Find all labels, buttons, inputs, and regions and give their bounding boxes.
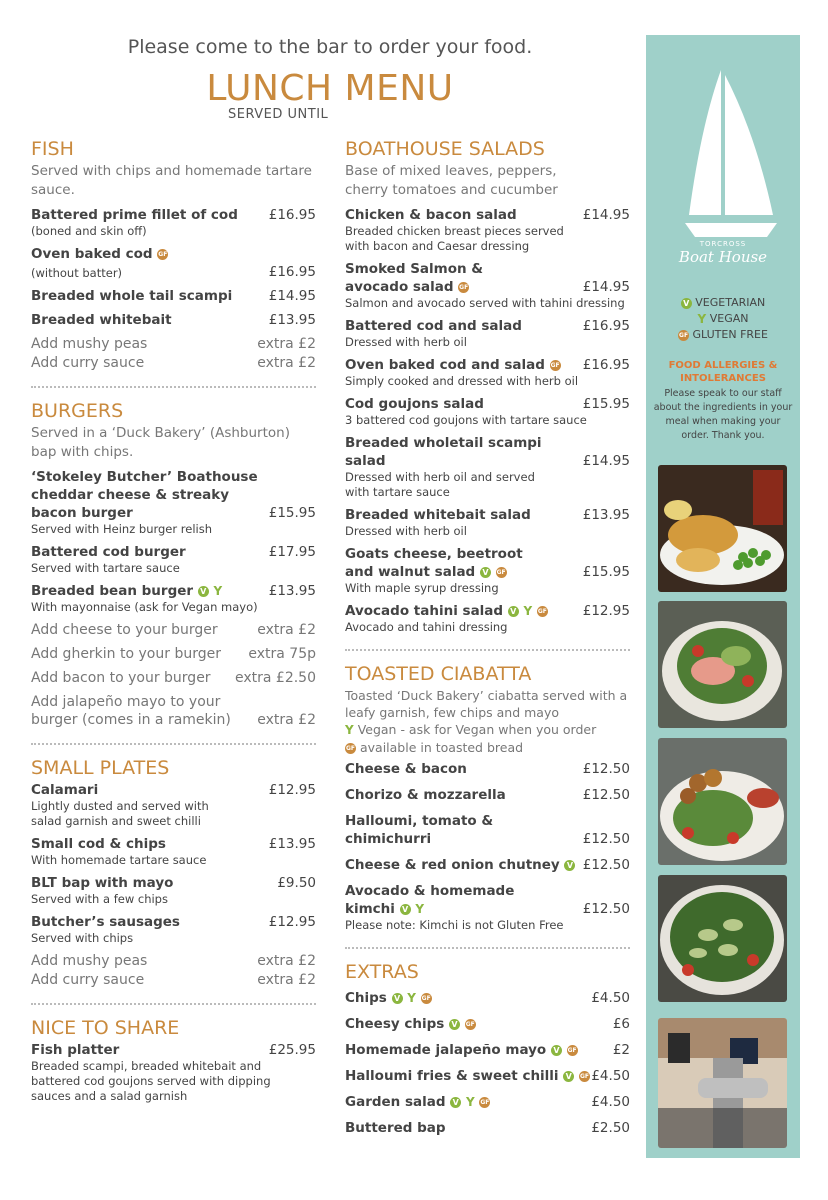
menu-item — [345, 434, 630, 500]
item-desc: (boned and skin off) — [31, 224, 147, 238]
legend-label: GLUTEN FREE — [692, 328, 768, 341]
item-name: Battered cod burger — [31, 544, 186, 560]
section-title-nice-to-share: NICE TO SHARE — [31, 1017, 180, 1039]
divider — [31, 1003, 316, 1005]
vegetarian-icon: V — [508, 606, 519, 617]
item-name: Avocado tahini salad — [345, 603, 504, 619]
vegetarian-icon: V — [400, 904, 411, 915]
item-name: Chorizo & mozzarella — [345, 787, 506, 803]
logo-script-text: Boat House — [678, 248, 768, 266]
item-desc: With mayonnaise (ask for Vegan mayo) — [31, 600, 258, 614]
gluten-free-icon: GF — [550, 361, 560, 369]
menu-item — [31, 582, 316, 615]
extra-price: extra £2 — [257, 712, 316, 728]
item-desc: Dressed with herb oil — [345, 335, 467, 349]
item-price: £12.50 — [582, 901, 630, 917]
menu-item — [31, 913, 316, 946]
gluten-free-icon: GF — [679, 331, 689, 339]
gluten-free-icon: GF — [567, 1046, 577, 1054]
menu-item — [345, 1041, 630, 1059]
vegan-icon: Y — [345, 723, 354, 737]
extra-price: extra £2 — [257, 355, 316, 371]
extra-item — [31, 971, 316, 989]
item-price: £13.95 — [268, 836, 316, 852]
item-desc: (without batter) — [31, 266, 123, 280]
extra-item — [31, 621, 316, 639]
order-note: Please come to the bar to order your food. — [127, 36, 533, 58]
item-desc: Simply cooked and dressed with herb oil — [345, 374, 579, 388]
item-price: £12.50 — [582, 857, 630, 873]
left-column — [31, 138, 316, 1110]
menu-item — [345, 1067, 630, 1085]
allergy-text: Please speak to our staff about the ingredients in your meal when making your order. Thank you. — [653, 388, 793, 441]
menu-item — [345, 506, 630, 539]
item-name: Cheesy chips — [345, 1016, 445, 1032]
item-price: £16.95 — [582, 357, 630, 373]
legend-gluten-free — [646, 328, 800, 341]
allergy-title: FOOD ALLERGIES & INTOLERANCES — [668, 360, 778, 384]
extra-item — [31, 669, 316, 687]
item-price: £12.95 — [582, 603, 630, 619]
fish-and-chips-photo — [658, 465, 787, 592]
menu-item — [31, 468, 316, 537]
extra-name: Add mushy peas — [31, 953, 148, 969]
menu-item — [345, 786, 630, 804]
vegetarian-icon: V — [449, 1019, 460, 1030]
item-desc: 3 battered cod goujons with tartare sauce — [345, 413, 587, 427]
item-price: £16.95 — [582, 318, 630, 334]
gluten-free-icon: GF — [345, 745, 356, 752]
menu-item — [345, 760, 630, 778]
item-desc: Lightly dusted and served with salad garnish and sweet chilli — [31, 799, 209, 828]
divider — [345, 649, 630, 651]
item-name: Homemade jalapeño mayo — [345, 1042, 547, 1058]
item-name: Garden salad — [345, 1094, 446, 1110]
menu-item — [31, 835, 316, 868]
item-price: £6 — [612, 1016, 630, 1032]
item-name: Breaded whole tail scampi — [31, 288, 233, 304]
section-desc-ciabatta — [345, 687, 630, 756]
item-desc: Served with tartare sauce — [31, 561, 180, 575]
middle-column — [345, 138, 630, 1143]
vegan-icon: Y — [523, 604, 533, 618]
menu-item — [345, 317, 630, 350]
item-name: Fish platter — [31, 1042, 120, 1058]
item-price: £14.95 — [582, 279, 630, 295]
gluten-free-icon: GF — [480, 1098, 490, 1106]
extra-name: Add bacon to your burger — [31, 670, 211, 686]
extra-name: Add jalapeño mayo to your burger (comes in a ramekin) — [31, 694, 231, 728]
item-name: Chips — [345, 990, 387, 1006]
item-name: Butcher’s sausages — [31, 914, 180, 930]
menu-item — [345, 1093, 630, 1111]
vegan-icon: Y — [465, 1095, 475, 1109]
section-desc-fish: Served with chips and homemade tartare sauce. — [31, 163, 312, 198]
extra-price: extra £2 — [257, 336, 316, 352]
section-desc-salads: Base of mixed leaves, peppers, cherry tomatoes and cucumber — [345, 163, 558, 198]
extra-item — [31, 645, 316, 663]
menu-item — [345, 356, 630, 389]
salmon-salad-photo — [658, 601, 787, 728]
item-name: Oven baked cod — [31, 246, 153, 262]
gluten-free-icon: GF — [465, 1020, 475, 1028]
menu-item — [345, 545, 630, 596]
extra-price: extra £2.50 — [234, 670, 316, 686]
item-name: Cod goujons salad — [345, 396, 484, 412]
vegan-note: Vegan - ask for Vegan when you order — [357, 722, 597, 737]
beer-tap-photo — [658, 1018, 787, 1148]
vegetarian-icon: V — [564, 860, 575, 871]
menu-item — [345, 856, 630, 874]
item-name: Avocado & homemade kimchi — [345, 883, 515, 917]
menu-item — [31, 781, 316, 829]
item-price: £12.50 — [582, 787, 630, 803]
scampi-salad-photo — [658, 738, 787, 865]
item-name: Buttered bap — [345, 1120, 446, 1136]
vegetarian-icon: V — [480, 567, 491, 578]
menu-item — [345, 206, 630, 254]
item-name: Smoked Salmon & avocado salad — [345, 261, 484, 295]
item-price: £12.95 — [268, 914, 316, 930]
item-price: £4.50 — [591, 1094, 630, 1110]
avocado-salad-photo — [658, 875, 787, 1002]
gluten-free-icon: GF — [421, 994, 431, 1002]
item-price: £4.50 — [591, 990, 630, 1006]
extra-name: Add curry sauce — [31, 972, 145, 988]
vegetarian-icon: V — [450, 1097, 461, 1108]
section-title-burgers: BURGERS — [31, 400, 124, 422]
section-title-ciabatta: TOASTED CIABATTA — [345, 663, 532, 685]
extra-name: Add mushy peas — [31, 336, 148, 352]
item-name: ‘Stokeley Butcher’ Boathouse cheddar cheese & streaky bacon burger — [31, 469, 258, 521]
vegetarian-icon: V — [563, 1071, 574, 1082]
menu-item — [31, 874, 316, 907]
item-desc: Served with Heinz burger relish — [31, 522, 212, 536]
item-desc: Served with chips — [31, 931, 134, 945]
item-price: £9.50 — [277, 875, 316, 891]
item-price: £13.95 — [582, 507, 630, 523]
menu-item — [345, 260, 630, 311]
legend-label: VEGETARIAN — [695, 296, 766, 309]
sidebar-panel — [646, 35, 800, 1158]
gluten-free-icon: GF — [158, 250, 168, 258]
item-desc: With maple syrup dressing — [345, 581, 499, 595]
vegetarian-icon: V — [551, 1045, 562, 1056]
extra-price: extra 75p — [248, 646, 316, 662]
menu-item — [345, 812, 630, 848]
menu-item — [345, 989, 630, 1007]
menu-item — [31, 245, 316, 281]
item-price: £14.95 — [582, 453, 630, 469]
section-title-salads: BOATHOUSE SALADS — [345, 138, 545, 160]
item-desc: Breaded chicken breast pieces served with bacon and Caesar dressing — [345, 224, 564, 253]
legend-vegan — [646, 312, 800, 326]
divider — [345, 947, 630, 949]
menu-item — [345, 395, 630, 428]
item-name: Breaded bean burger — [31, 583, 194, 599]
item-price: £12.50 — [582, 831, 630, 847]
item-price: £15.95 — [268, 505, 316, 521]
item-price: £2 — [612, 1042, 630, 1058]
item-name: Chicken & bacon salad — [345, 207, 517, 223]
extra-item — [31, 354, 316, 372]
extra-name: Add cheese to your burger — [31, 622, 218, 638]
item-desc: Dressed with herb oil and served with tartare sauce — [345, 470, 535, 499]
item-price: £15.95 — [582, 564, 630, 580]
item-desc: Served with a few chips — [31, 892, 168, 906]
divider — [31, 743, 316, 745]
menu-item — [345, 1119, 630, 1137]
item-price: £2.50 — [591, 1120, 630, 1136]
item-name: Battered prime fillet of cod — [31, 207, 238, 223]
item-price: £17.95 — [268, 544, 316, 560]
extra-name: Add curry sauce — [31, 355, 145, 371]
item-desc: With homemade tartare sauce — [31, 853, 207, 867]
menu-item — [345, 882, 630, 933]
item-price: £12.50 — [582, 761, 630, 777]
ciabatta-desc: Toasted ‘Duck Bakery’ ciabatta served with a leafy garnish, few chips and mayo — [345, 688, 628, 720]
menu-item — [345, 1015, 630, 1033]
vegan-icon: Y — [213, 584, 223, 598]
extra-item — [31, 693, 316, 729]
served-until: SERVED UNTIL — [228, 107, 329, 122]
logo-small-text: TORCROSS — [699, 240, 747, 248]
item-desc: Avocado and tahini dressing — [345, 620, 508, 634]
item-price: £16.95 — [268, 264, 316, 280]
menu-item — [345, 602, 630, 635]
item-price: £13.95 — [268, 312, 316, 328]
item-price: £4.50 — [591, 1068, 630, 1084]
menu-title: LUNCH MENU — [206, 68, 454, 109]
item-price: £14.95 — [268, 288, 316, 304]
vegetarian-icon: V — [198, 586, 209, 597]
divider — [31, 386, 316, 388]
gluten-free-icon: GF — [459, 283, 469, 291]
item-name: Battered cod and salad — [345, 318, 522, 334]
item-price: £16.95 — [268, 207, 316, 223]
extra-price: extra £2 — [257, 953, 316, 969]
vegan-icon: Y — [415, 902, 425, 916]
item-desc: Salmon and avocado served with tahini dressing — [345, 296, 625, 310]
gluten-free-icon: GF — [496, 568, 506, 576]
legend-label: VEGAN — [709, 312, 749, 325]
item-name: Oven baked cod and salad — [345, 357, 545, 373]
extra-price: extra £2 — [257, 622, 316, 638]
extra-item — [31, 335, 316, 353]
extra-price: extra £2 — [257, 972, 316, 988]
item-desc: Breaded scampi, breaded whitebait and battered cod goujons served with dipping sauces and a salad garnish — [31, 1059, 271, 1103]
item-name: Goats cheese, beetroot and walnut salad — [345, 546, 523, 580]
sailboat-logo-icon — [681, 65, 781, 245]
menu-item — [31, 206, 316, 239]
section-title-small-plates: SMALL PLATES — [31, 757, 170, 779]
item-name: Cheese & red onion chutney — [345, 857, 560, 873]
vegan-icon: Y — [407, 991, 416, 1005]
item-price: £25.95 — [268, 1042, 316, 1058]
item-name: BLT bap with mayo — [31, 875, 174, 891]
item-name: Breaded whitebait — [31, 312, 172, 328]
gluten-free-icon: GF — [579, 1072, 589, 1080]
section-title-extras: EXTRAS — [345, 961, 419, 983]
item-name: Small cod & chips — [31, 836, 166, 852]
item-price: £14.95 — [582, 207, 630, 223]
item-desc: Dressed with herb oil — [345, 524, 467, 538]
section-title-fish: FISH — [31, 138, 74, 160]
vegan-icon: Y — [697, 312, 707, 326]
gluten-free-icon: GF — [537, 607, 547, 615]
item-price: £12.95 — [268, 782, 316, 798]
extra-name: Add gherkin to your burger — [31, 646, 221, 662]
item-name: Halloumi fries & sweet chilli — [345, 1068, 559, 1084]
item-price: £13.95 — [268, 583, 316, 599]
vegetarian-icon: V — [392, 993, 403, 1004]
menu-item — [31, 287, 316, 305]
item-price: £15.95 — [582, 396, 630, 412]
item-name: Calamari — [31, 782, 99, 798]
item-name: Breaded wholetail scampi salad — [345, 435, 542, 469]
menu-item — [31, 1041, 316, 1104]
section-desc-burgers: Served in a ‘Duck Bakery’ (Ashburton) bap with chips. — [31, 425, 290, 460]
gf-note: available in toasted bread — [359, 740, 524, 755]
menu-item — [31, 543, 316, 576]
item-name: Breaded whitebait salad — [345, 507, 531, 523]
extra-item — [31, 952, 316, 970]
item-desc: Please note: Kimchi is not Gluten Free — [345, 918, 564, 932]
item-name: Halloumi, tomato & chimichurri — [345, 813, 494, 847]
item-name: Cheese & bacon — [345, 761, 467, 777]
vegetarian-icon: V — [681, 298, 692, 309]
legend-vegetarian — [646, 296, 800, 309]
menu-item — [31, 311, 316, 329]
